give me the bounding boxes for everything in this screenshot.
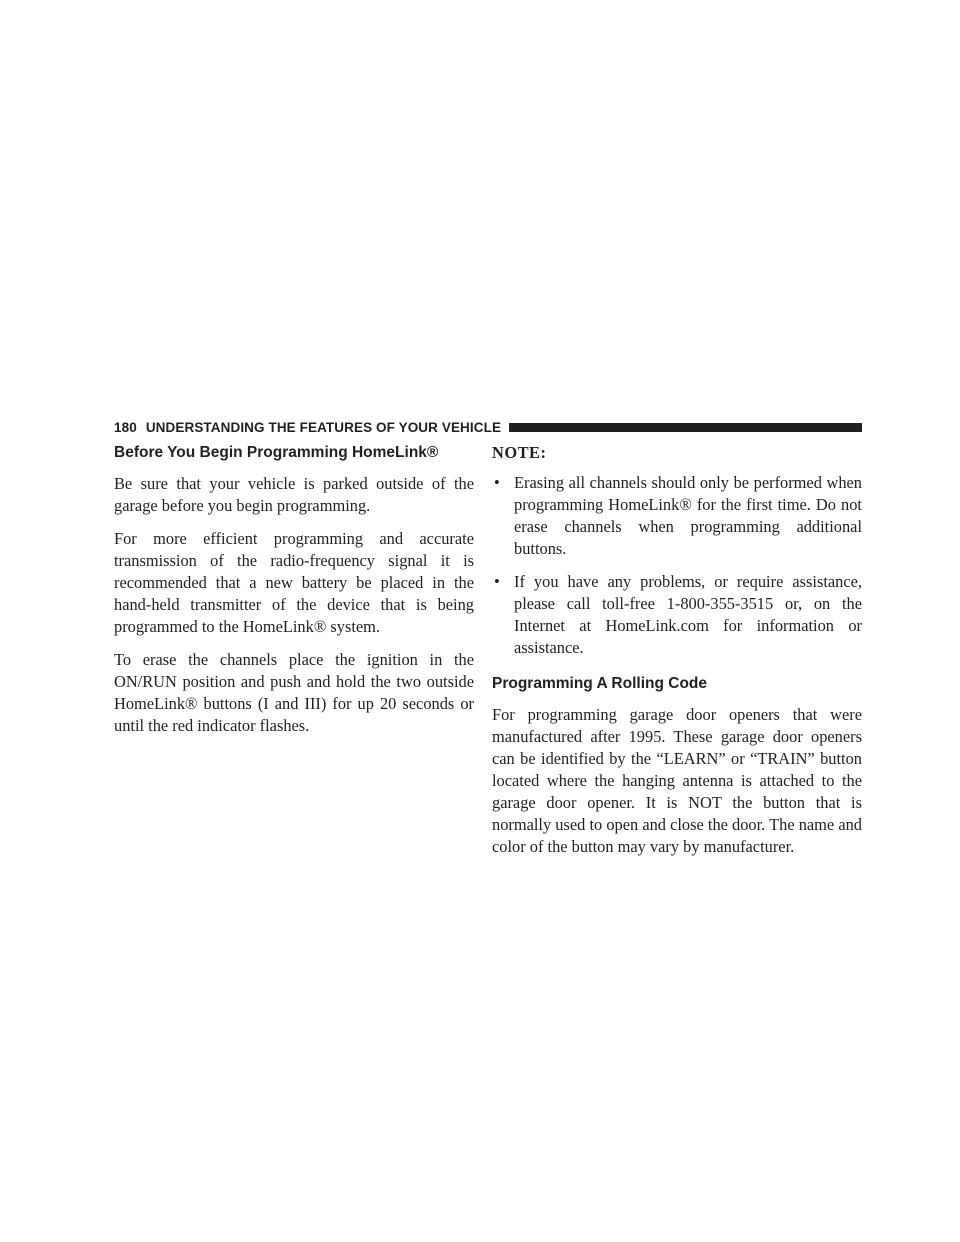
list-item — [492, 472, 862, 560]
section-heading-before-programming: Before You Begin Programming HomeLink® — [114, 444, 439, 461]
header-rule — [509, 423, 862, 432]
header-text — [114, 420, 501, 435]
list-item — [492, 571, 862, 659]
bullet-icon: • — [494, 572, 500, 591]
bullet-icon: • — [494, 473, 500, 492]
right-column — [492, 442, 862, 869]
note-list — [492, 472, 862, 659]
page-number: 180 — [114, 419, 137, 435]
note-label: NOTE: — [492, 443, 547, 462]
left-column — [114, 442, 474, 748]
note-text: If you have any problems, or require assistance, please call toll-free 1-800-355-3515 or, on the Internet at HomeLink.com for information or assistance. — [514, 572, 862, 657]
section-heading-rolling-code: Programming A Rolling Code — [492, 675, 707, 692]
paragraph-parked-outside: Be sure that your vehicle is parked outside of the garage before you begin programming. — [114, 474, 474, 515]
paragraph-erase-channels: To erase the channels place the ignition in the ON/RUN position and push and hold the two outside HomeLink® buttons (I and III) for up 20 seconds or until the red indicator flashes. — [114, 650, 474, 735]
section-title: UNDERSTANDING THE FEATURES OF YOUR VEHICLE — [145, 419, 502, 435]
paragraph-rolling-code: For programming garage door openers that were manufactured after 1995. These garage door openers can be identified by the “LEARN” or “TRAIN” button located where the hanging antenna is attached to the garage door opener. It is NOT the button that is normally used to open and close the door. The name and color of the button may vary by manufacturer. — [492, 705, 862, 856]
note-text: Erasing all channels should only be performed when programming HomeLink® for the first time. Do not erase channels when programming additional buttons. — [514, 473, 862, 558]
paragraph-battery: For more efficient programming and accurate transmission of the radio-frequency signal it is recommended that a new battery be placed in the hand-held transmitter of the device that is being programmed to the HomeLink® system. — [114, 529, 474, 636]
page-header — [114, 416, 862, 438]
